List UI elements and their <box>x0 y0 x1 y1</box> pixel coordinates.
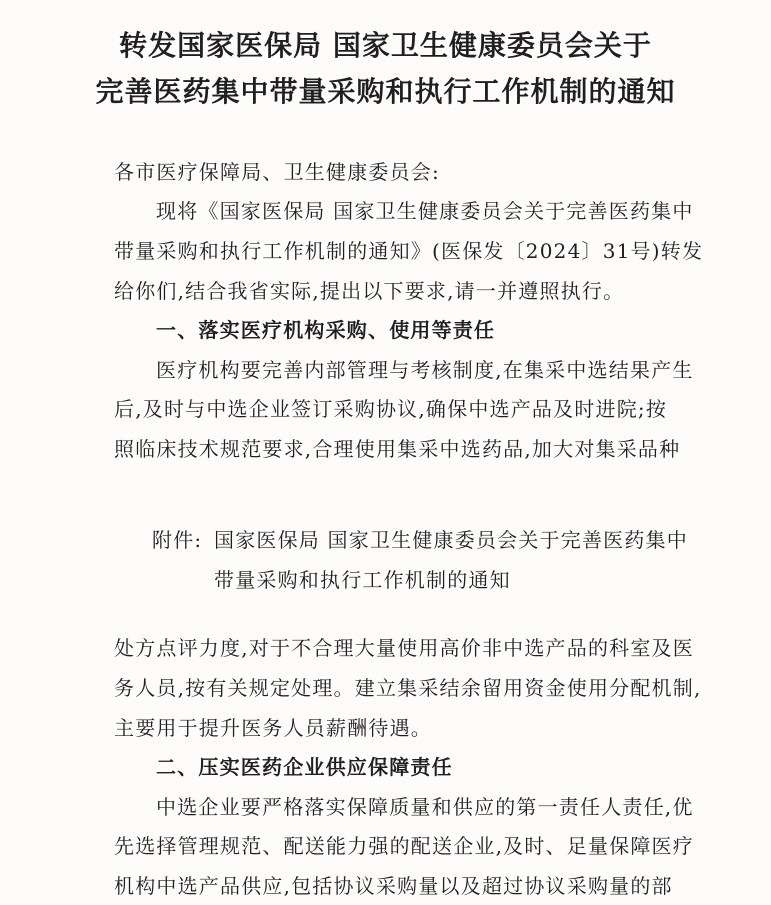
section-2-line-1: 中选企业要严格落实保障质量和供应的第一责任人责任,优 <box>156 795 694 819</box>
attachment-title-line-2: 带量采购和执行工作机制的通知 <box>214 568 511 592</box>
section-1-line-3: 照临床技术规范要求,合理使用集采中选药品,加大对集采品种 <box>114 437 681 461</box>
intro-line-2: 带量采购和执行工作机制的通知》(医保发〔2024〕31号)转发 <box>114 239 704 263</box>
intro-line-3: 给你们,结合我省实际,提出以下要求,请一并遵照执行。 <box>114 279 625 303</box>
section-2-heading: 二、压实医药企业供应保障责任 <box>156 755 453 779</box>
section-1-cont-line-1: 处方点评力度,对于不合理大量使用高价非中选产品的科室及医 <box>114 636 694 660</box>
attachment-label: 附件: <box>152 528 203 552</box>
document-title-line-2: 完善医药集中带量采购和执行工作机制的通知 <box>95 75 676 108</box>
salutation: 各市医疗保障局、卫生健康委员会: <box>114 160 440 184</box>
section-1-line-2: 后,及时与中选企业签订采购协议,确保中选产品及时进院;按 <box>114 397 668 421</box>
section-2-line-2: 先选择管理规范、配送能力强的配送企业,及时、足量保障医疗 <box>114 834 694 858</box>
intro-line-1: 现将《国家医保局 国家卫生健康委员会关于完善医药集中 <box>156 199 694 223</box>
attachment-title-line-1: 国家医保局 国家卫生健康委员会关于完善医药集中 <box>214 528 688 552</box>
document-title-line-1: 转发国家医保局 国家卫生健康委员会关于 <box>119 29 652 62</box>
section-1-cont-line-2: 务人员,按有关规定处理。建立集采结余留用资金使用分配机制, <box>114 676 702 700</box>
section-1-heading: 一、落实医疗机构采购、使用等责任 <box>156 318 496 342</box>
section-2-line-3: 机构中选产品供应,包括协议采购量以及超过协议采购量的部 <box>114 874 673 898</box>
section-1-line-1: 医疗机构要完善内部管理与考核制度,在集采中选结果产生 <box>156 358 694 382</box>
section-1-cont-line-3: 主要用于提升医务人员薪酬待遇。 <box>114 716 432 740</box>
